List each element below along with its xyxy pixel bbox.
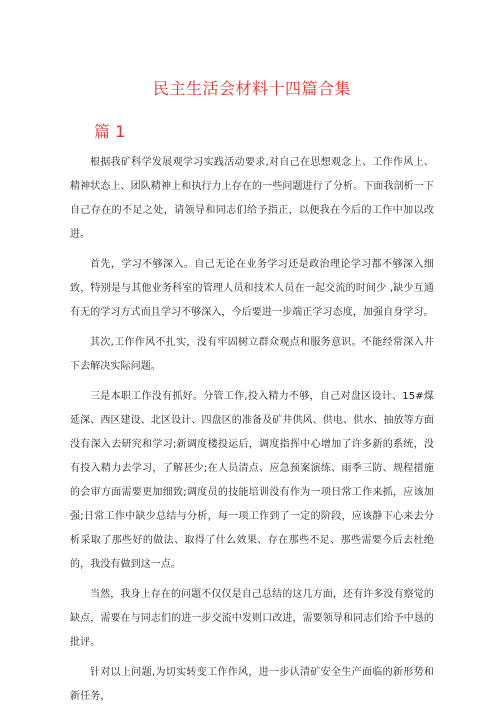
paragraph-1: 根据我矿科学发展观学习实践活动要求,对自己在思想观念上、工作作风上、精神状态上、团队精神上和执行力上存在的一些问题进行了分析。下面我剖析一下自己存在的不足之处，请领导和同志们给予指正，以便我在今后的工作中加以改进。 bbox=[70, 157, 434, 240]
section-heading: 篇 1 bbox=[94, 122, 126, 141]
document-title: 民主生活会材料十四篇合集 bbox=[152, 79, 351, 98]
body-text bbox=[70, 151, 434, 709]
paragraph-6: 针对以上问题,为切实转变工作作风，进一步认清矿安全生产面临的新形势和新任务， bbox=[70, 667, 434, 702]
paragraph-2: 首先，学习不够深入。自己无论在业务学习还是政治理论学习都不够深入细致，特别是与其他业务科室的管理人员和技术人员在一起交流的时间少 ,缺少互通有无的学习方式而且学习不够深入，今后要进一步端正学习态度，加强自身学习。 bbox=[70, 259, 434, 318]
paragraph-5: 当然，我身上存在的问题不仅仅是自己总结的这几方面，还有许多没有察觉的缺点，需要在与同志们的进一步交流中发则口改进，需要领导和同志们给予中恳的批评。 bbox=[70, 589, 434, 648]
paragraph-4: 三是本职工作没有抓好。分管工作,投入精力不够，自己对盘区设计、15#煤延深、西区建设、北区设计、四盘区的准备及矿井供风、供电、供水、抽放等方面没有深入去研究和学习;新调度楼投运后，调度指挥中心增加了许多新的系统，没有投入精力去学习，了解甚少;在人员清点、应急预案演练、雨季三防、规程措施的会审方面需要更加细致;调度员的技能培训没有作为一项日常工作来抓，应该加强;日常工作中缺少总结与分析，每一项工作到了一定的阶段，应该静下心来去分析采取了那些好的做法、取得了什么效果、存在那些不足、那些需要今后去杜绝的，我没有做到这一点。 bbox=[70, 391, 434, 570]
paragraph-3: 其次,工作作风不扎实，没有牢固树立群众观点和服务意识。不能经常深入井下去解决实际问题。 bbox=[70, 337, 434, 372]
